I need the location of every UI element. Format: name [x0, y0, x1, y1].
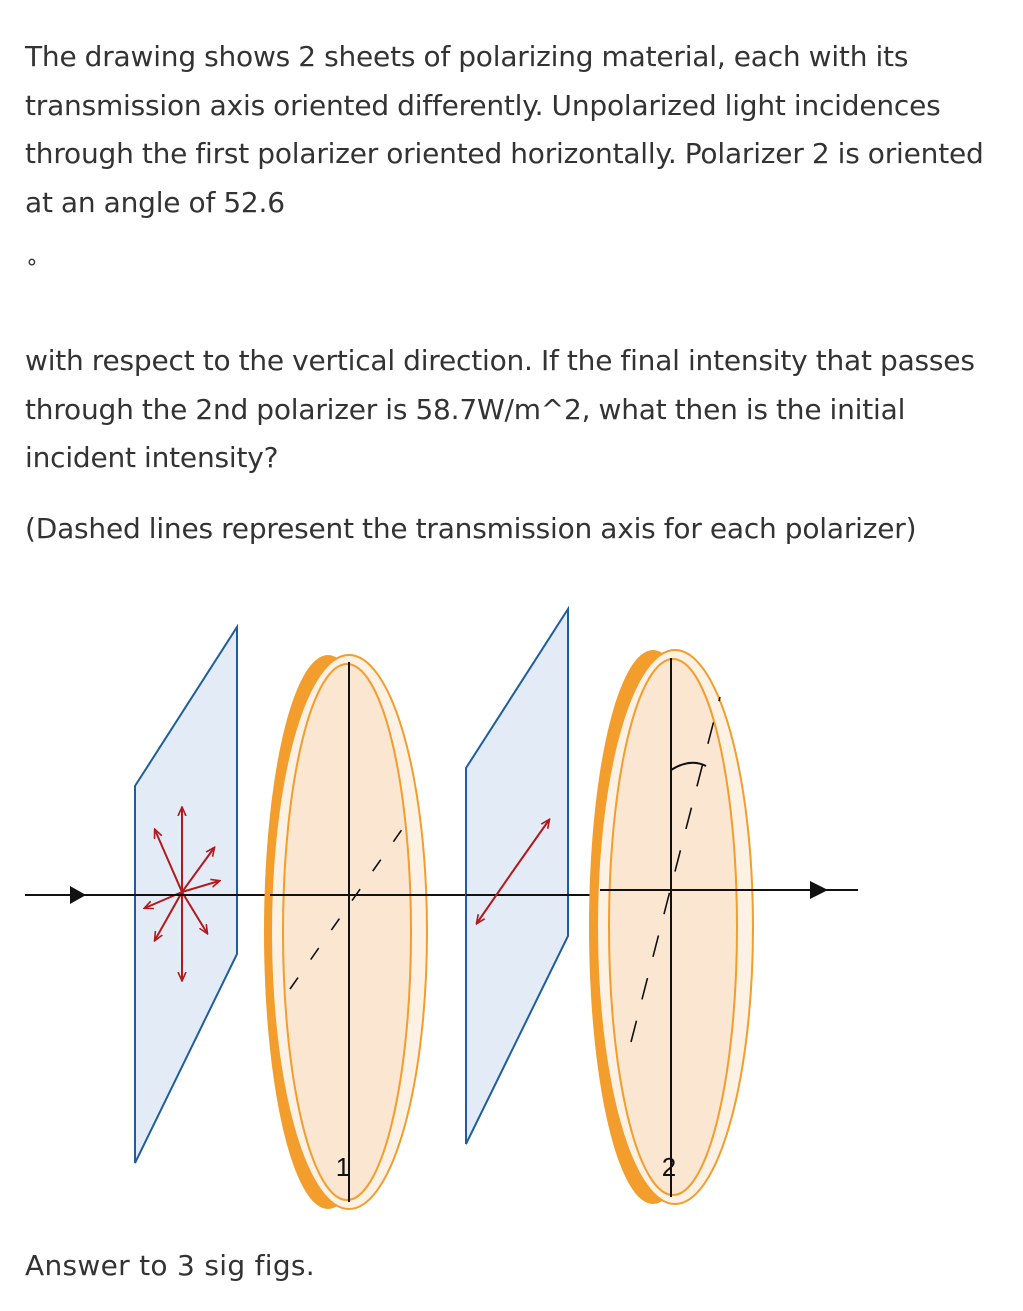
- polarizer-1-label: 1: [335, 1152, 351, 1182]
- polarizer-1: [264, 655, 430, 1209]
- answer-note: Answer to 3 sig figs.: [25, 1249, 315, 1282]
- question-paragraph-2: with respect to the vertical direction. If the final intensity that passes through the 2nd polarizer is 58.7W/m^2, what then is the initial incident intensity?: [25, 344, 975, 474]
- polarizer-diagram: [0, 590, 1023, 1210]
- light-beam-arrowhead-right: [810, 881, 828, 899]
- polarizer-2: [589, 650, 858, 1204]
- polarized-light-sheet: [466, 609, 568, 1144]
- question-paragraph-1: The drawing shows 2 sheets of polarizing material, each with its transmission axis oriented differently. Unpolarized light incidences through the first polarizer oriented horizontally. Polarizer 2 is oriented at an angle of 52.6: [25, 40, 984, 219]
- question-paragraph-3: (Dashed lines represent the transmission axis for each polarizer): [25, 512, 917, 545]
- light-beam-arrowhead-left: [70, 886, 86, 904]
- degree-symbol: ∘: [25, 250, 39, 275]
- polarizer-2-label: 2: [661, 1152, 677, 1182]
